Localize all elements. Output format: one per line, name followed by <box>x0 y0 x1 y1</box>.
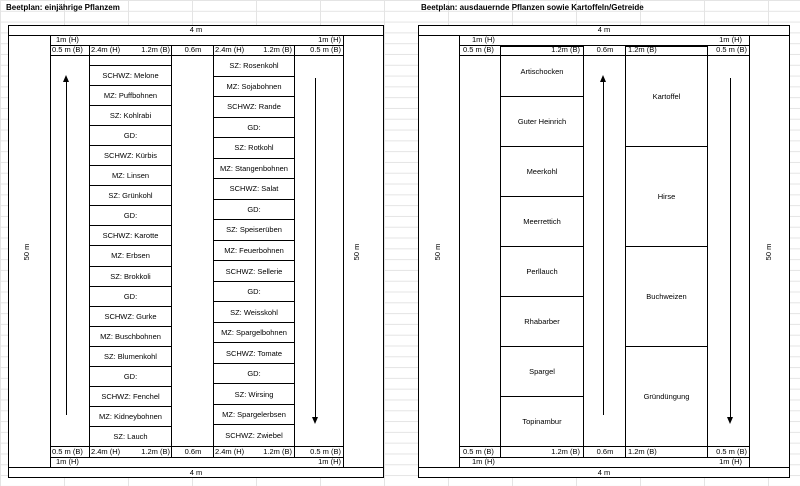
bed-cell: Rhabarber <box>500 296 584 346</box>
bed-cell: SZ: Wirsing <box>213 383 295 404</box>
bed-cell: SCHWZ: Sellerie <box>213 260 295 281</box>
bed-cell: Meerkohl <box>500 146 584 196</box>
bed-cell: MZ: Feuerbohnen <box>213 240 295 261</box>
right-edge-h-bottom-left: 1m (H) <box>472 457 495 466</box>
right-height-label-left: 50 m <box>433 243 442 261</box>
bed-cell: SCHWZ: Gurke <box>89 306 172 326</box>
bed-cell: SZ: Rosenkohl <box>213 55 295 76</box>
bed-cell: MZ: Spargelerbsen <box>213 404 295 425</box>
bed-cell: SCHWZ: Kürbis <box>89 145 172 165</box>
bed-cell: MZ: Sojabohnen <box>213 76 295 97</box>
right-bed1-b-top: 1.2m (B) <box>551 45 580 54</box>
right-edge-h-top-right: 1m (H) <box>719 35 742 44</box>
bed-cell: SZ: Lauch <box>89 426 172 446</box>
right-height-label-right: 50 m <box>764 243 773 261</box>
bed-cell: GD: <box>213 363 295 384</box>
bed-cell: GD: <box>89 286 172 306</box>
arrow-down-icon <box>312 417 318 424</box>
bed-cell: SCHWZ: Karotte <box>89 225 172 245</box>
bed-cell: SZ: Weisskohl <box>213 301 295 322</box>
bed-cell: SCHWZ: Zwiebel <box>213 424 295 445</box>
left-path-top: 0.6m <box>184 45 202 54</box>
left-bed2-b-top: 1.2m (B) <box>263 45 292 54</box>
bed-cell: Meerrettich <box>500 196 584 246</box>
bed-cell: Topinambur <box>500 396 584 446</box>
bed-cell: SZ: Blumenkohl <box>89 346 172 366</box>
right-edge-b-bottom-right: 0.5 m (B) <box>716 447 747 456</box>
right-width-label-top: 4 m <box>597 25 611 34</box>
bed-cell: Perllauch <box>500 246 584 296</box>
right-path-bottom: 0.6m <box>596 447 614 456</box>
left-edge-h-bottom-left: 1m (H) <box>56 457 79 466</box>
bed-cell: MZ: Erbsen <box>89 245 172 265</box>
left-bed1-h-bottom: 2.4m (H) <box>91 447 121 456</box>
right-plan-frame <box>418 25 790 478</box>
bed-cell: SCHWZ: Rande <box>213 96 295 117</box>
bed-cell: SZ: Brokkoli <box>89 266 172 286</box>
left-plan-frame <box>8 25 384 478</box>
bed-cell: MZ: Stangenbohnen <box>213 158 295 179</box>
left-edge-b-top-left: 0.5 m (B) <box>52 45 83 54</box>
bed-cell: MZ: Linsen <box>89 165 172 185</box>
bed-cell: GD: <box>89 205 172 225</box>
bed-cell: Spargel <box>500 346 584 396</box>
right-edge-b-top-left: 0.5 m (B) <box>463 45 494 54</box>
bed-cell: SZ: Rotkohl <box>213 137 295 158</box>
left-edge-b-top-right: 0.5 m (B) <box>310 45 341 54</box>
right-edge-b-top-right: 0.5 m (B) <box>716 45 747 54</box>
left-edge-h-top-right: 1m (H) <box>318 35 341 44</box>
right-plan-title: Beetplan: ausdauernde Pflanzen sowie Kartoffeln/Getreide <box>421 3 644 12</box>
bed-cell: SZ: Grünkohl <box>89 185 172 205</box>
left-bed1-b-top: 1.2m (B) <box>141 45 170 54</box>
right-bed2-b-bottom: 1.2m (B) <box>628 447 657 456</box>
right-bed1-b-bottom: 1.2m (B) <box>551 447 580 456</box>
left-height-label-right: 50 m <box>352 243 361 261</box>
right-edge-h-bottom-right: 1m (H) <box>719 457 742 466</box>
bed-cell: MZ: Puffbohnen <box>89 85 172 105</box>
bed-cell: SCHWZ: Salat <box>213 178 295 199</box>
right-edge-b-bottom-left: 0.5 m (B) <box>463 447 494 456</box>
left-bed2-h-top: 2.4m (H) <box>215 45 245 54</box>
left-plan-title: Beetplan: einjährige Pflanzem <box>6 3 120 12</box>
arrow-down-icon <box>727 417 733 424</box>
bed-cell: SCHWZ: Melone <box>89 65 172 85</box>
bed-cell: MZ: Buschbohnen <box>89 326 172 346</box>
bed-cell: Gründüngung <box>625 346 708 446</box>
bed-cell: MZ: Spargelbohnen <box>213 322 295 343</box>
arrow-up-line <box>66 81 67 415</box>
left-bed-1 <box>89 65 172 446</box>
left-edge-h-bottom-right: 1m (H) <box>318 457 341 466</box>
left-path-bottom: 0.6m <box>184 447 202 456</box>
left-bed1-h-top: 2.4m (H) <box>91 45 121 54</box>
right-path-top: 0.6m <box>596 45 614 54</box>
bed-cell: Guter Heinrich <box>500 96 584 146</box>
right-bed-1 <box>500 46 584 446</box>
bed-cell: GD: <box>89 366 172 386</box>
left-height-label-left: 50 m <box>22 243 31 261</box>
left-bed2-h-bottom: 2.4m (H) <box>215 447 245 456</box>
bed-cell: GD: <box>213 199 295 220</box>
arrow-down-line <box>730 78 731 418</box>
left-edge-b-bottom-right: 0.5 m (B) <box>310 447 341 456</box>
bed-cell: GD: <box>89 125 172 145</box>
bed-cell: Artischocken <box>500 46 584 96</box>
bed-cell: GD: <box>213 117 295 138</box>
right-bed2-b-top: 1.2m (B) <box>628 45 657 54</box>
left-bed-2 <box>213 55 295 445</box>
bed-cell: Buchweizen <box>625 246 708 346</box>
right-edge-h-top-left: 1m (H) <box>472 35 495 44</box>
right-bed-2 <box>625 46 708 446</box>
left-bed1-b-bottom: 1.2m (B) <box>141 447 170 456</box>
bed-cell: SZ: Kohlrabi <box>89 105 172 125</box>
arrow-up-line <box>603 81 604 415</box>
left-bed2-b-bottom: 1.2m (B) <box>263 447 292 456</box>
left-edge-h-top-left: 1m (H) <box>56 35 79 44</box>
bed-cell: GD: <box>213 281 295 302</box>
bed-cell: Kartoffel <box>625 46 708 146</box>
left-width-label-bottom: 4 m <box>189 468 203 477</box>
left-width-label-top: 4 m <box>189 25 203 34</box>
bed-cell: MZ: Kidneybohnen <box>89 406 172 426</box>
right-width-label-bottom: 4 m <box>597 468 611 477</box>
bed-cell: Hirse <box>625 146 708 246</box>
bed-cell: SCHWZ: Fenchel <box>89 386 172 406</box>
arrow-down-line <box>315 78 316 418</box>
bed-cell: SZ: Speiserüben <box>213 219 295 240</box>
left-edge-b-bottom-left: 0.5 m (B) <box>52 447 83 456</box>
bed-cell: SCHWZ: Tomate <box>213 342 295 363</box>
